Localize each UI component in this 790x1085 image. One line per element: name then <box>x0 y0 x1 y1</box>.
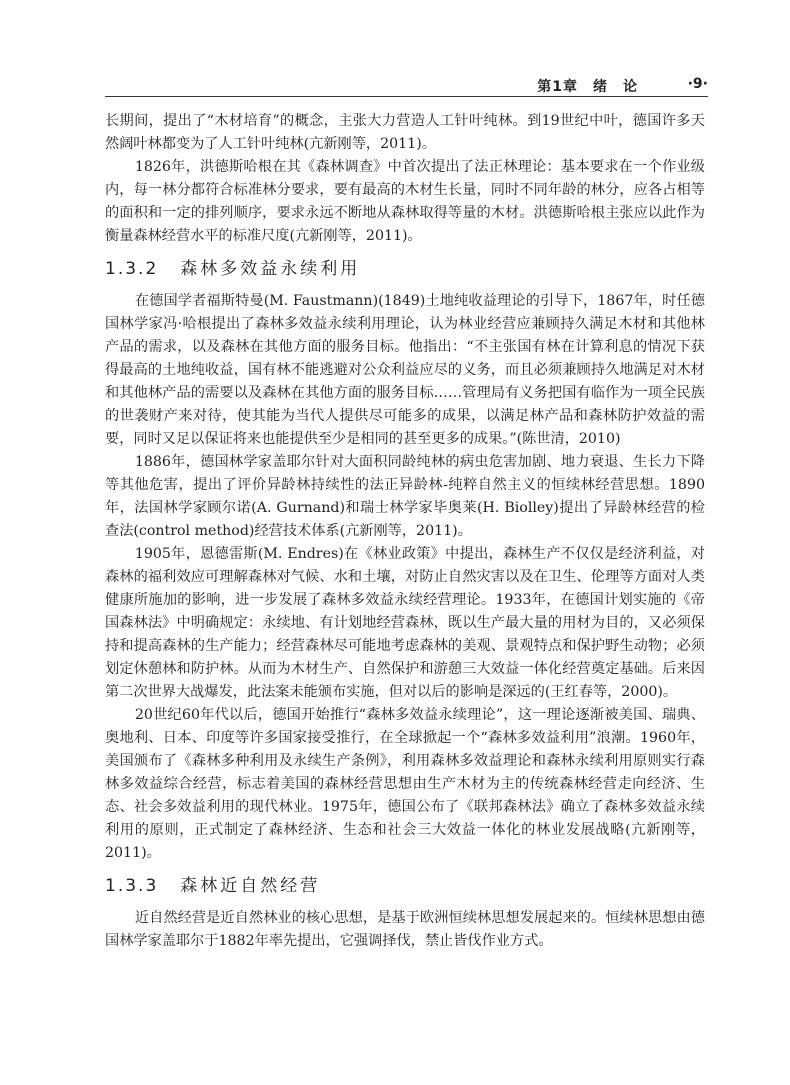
paragraph: 1886年，德国林学家盖耶尔针对大面积同龄纯林的病虫危害加剧、地力衰退、生长力下降等其他危害，提出了评价异龄林持续性的法正异龄林-纯粹自然主义的恒续林经营思想。1890年，法国林学家顾尔诺(A. Gurnand)和瑞士林学家毕奥莱(H. Biolley)提出了异龄林经营的检查法(control method)经营技术体系(亢新刚等，2011)。 <box>105 454 705 539</box>
paragraph: 近自然经营是近自然林业的核心思想，是基于欧洲恒续林思想发展起来的。恒续林思想由德国林学家盖耶尔于1882年率先提出，它强调择伐，禁止皆伐作业方式。 <box>105 910 705 949</box>
section-heading-1-3-3 <box>105 871 705 901</box>
paragraph: 1826年，洪德斯哈根在其《森林调查》中首次提出了法正林理论：基本要求在一个作业级内，每一林分都符合标准林分要求，要有最高的木材生长量，同时不同年龄的林分，应各占相等的面积和一定的排列顺序，要求永远不断地从森林取得等量的木材。洪德斯哈根主张应以此作为衡量森林经营水平的标准尺度(亢新刚等，2011)。 <box>105 159 705 244</box>
page-body <box>105 110 705 953</box>
section-number: 1.3.2 <box>105 259 159 279</box>
section-title: 森林多效益永续利用 <box>180 259 361 279</box>
page-number: ·9· <box>687 76 708 92</box>
chapter-title: 第1章 绪 论 <box>537 79 638 95</box>
section-heading-1-3-2 <box>105 254 705 284</box>
section-title: 森林近自然经营 <box>180 876 321 896</box>
section-number: 1.3.3 <box>105 876 159 896</box>
paragraph: 长期间，提出了“木材培育”的概念，主张大力营造人工针叶纯林。到19世纪中叶，德国许多天然阔叶林都变为了人工针叶纯林(亢新刚等，2011)。 <box>105 113 705 152</box>
running-head <box>105 74 708 97</box>
paragraph: 1905年，恩德雷斯(M. Endres)在《林业政策》中提出，森林生产不仅仅是经济利益，对森林的福利效应可理解森林对气候、水和土壤，对防止自然灾害以及在卫生、伦理等方面对人类健康所施加的影响，进一步发展了森林多效益永续经营理论。1933年，在德国计划实施的《帝国森林法》中明确规定：永续地、有计划地经营森林，既以生产最大量的用材为目的，又必须保持和提高森林的生产能力；经营森林尽可能地考虑森林的美观、景观特点和保护野生动物；必须划定休憩林和防护林。从而为木材生产、自然保护和游憩三大效益一体化经营奠定基础。后来因第二次世界大战爆发，此法案未能颁布实施，但对以后的影响是深远的(王红春等，2000)。 <box>105 546 705 700</box>
paragraph: 20世纪60年代以后，德国开始推行“森林多效益永续理论”，这一理论逐渐被美国、瑞典、奥地利、日本、印度等许多国家接受推行，在全球掀起一个“森林多效益利用”浪潮。1960年，美国颁布了《森林多种利用及永续生产条例》，利用森林多效益理论和森林永续利用原则实行森林多效益综合经营，标志着美国的森林经营思想由生产木材为主的传统森林经营走向经济、生态、社会多效益利用的现代林业。1975年，德国公布了《联邦森林法》确立了森林多效益永续利用的原则，正式制定了森林经济、生态和社会三大效益一体化的林业发展战略(亢新刚等，2011)。 <box>105 707 705 861</box>
paragraph: 在德国学者福斯特曼(M. Faustmann)(1849)土地纯收益理论的引导下，1867年，时任德国林学家冯·哈根提出了森林多效益永续利用理论，认为林业经营应兼顾持久满足木材和其他林产品的需求，以及森林在其他方面的服务目标。他指出：“不主张国有林在计算利息的情况下获得最高的土地纯收益，国有林不能逃避对公众利益应尽的义务，而且必须兼顾持久地满足对木材和其他林产品的需要以及森林在其他方面的服务目标……管理局有义务把国有临作为一项全民族的世袭财产来对待，使其能为当代人提供尽可能多的成果，以满足林产品和森林防护效益的需要，同时又足以保证将来也能提供至少是相同的甚至更多的成果。”(陈世清，2010) <box>105 293 705 447</box>
